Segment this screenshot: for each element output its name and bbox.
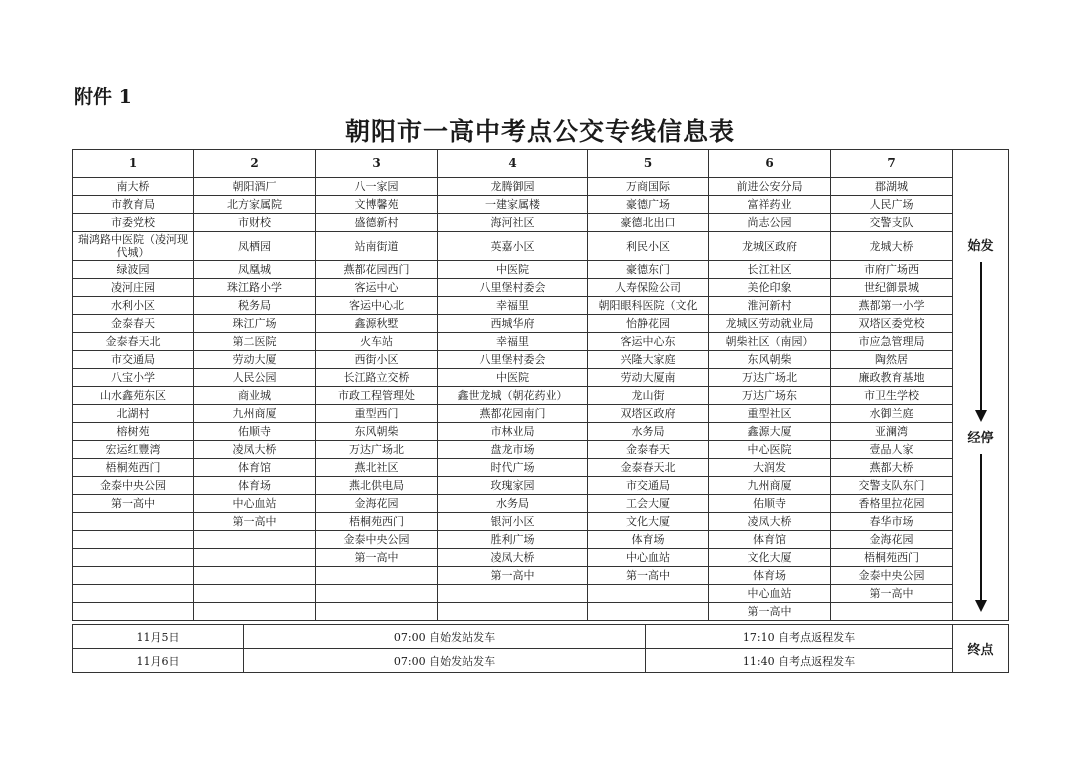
table-row xyxy=(73,261,1009,279)
stop-cell: 龙城区政府 xyxy=(709,232,831,261)
stop-cell: 梧桐苑西门 xyxy=(316,513,438,531)
stop-cell xyxy=(194,531,316,549)
stop-cell: 豪德东门 xyxy=(588,261,709,279)
stop-cell: 金泰春天 xyxy=(73,315,194,333)
stop-cell: 万达广场北 xyxy=(709,369,831,387)
stop-cell: 人寿保险公司 xyxy=(588,279,709,297)
table-row xyxy=(73,279,1009,297)
stop-cell: 怡静花园 xyxy=(588,315,709,333)
stop-cell: 英嘉小区 xyxy=(438,232,588,261)
schedule-return: 11:40 自考点返程发车 xyxy=(646,649,953,673)
table-row xyxy=(73,232,1009,261)
stop-cell: 珠江广场 xyxy=(194,315,316,333)
stop-cell: 鑫源秋墅 xyxy=(316,315,438,333)
stop-cell: 第一高中 xyxy=(73,495,194,513)
stop-cell: 市交通局 xyxy=(73,351,194,369)
stop-cell: 瑞鸿路中医院（凌河现代城） xyxy=(73,232,194,261)
stop-cell xyxy=(438,603,588,621)
stop-cell: 金泰春天 xyxy=(588,441,709,459)
stop-cell: 中心血站 xyxy=(588,549,709,567)
stop-cell xyxy=(831,603,953,621)
stop-cell: 市府广场西 xyxy=(831,261,953,279)
stop-cell: 利民小区 xyxy=(588,232,709,261)
page-title: 朝阳市一高中考点公交专线信息表 xyxy=(344,117,735,146)
stop-cell: 市政工程管理处 xyxy=(316,387,438,405)
stop-cell: 金泰中央公园 xyxy=(73,477,194,495)
stop-cell: 客运中心 xyxy=(316,279,438,297)
stop-cell: 鑫源大厦 xyxy=(709,423,831,441)
stop-cell: 凌凤大桥 xyxy=(709,513,831,531)
stop-cell: 文博馨苑 xyxy=(316,196,438,214)
route-header: 2 xyxy=(194,150,316,178)
stop-cell: 第一高中 xyxy=(709,603,831,621)
stop-cell: 美伦印象 xyxy=(709,279,831,297)
stop-cell: 东风朝柴 xyxy=(709,351,831,369)
stop-cell: 龙山街 xyxy=(588,387,709,405)
arrow-head-icon xyxy=(975,410,987,422)
stop-cell: 站南街道 xyxy=(316,232,438,261)
stop-cell: 双塔区委党校 xyxy=(831,315,953,333)
stop-cell: 工会大厦 xyxy=(588,495,709,513)
stop-cell: 金泰中央公园 xyxy=(316,531,438,549)
stop-cell: 龙城大桥 xyxy=(831,232,953,261)
stop-cell xyxy=(73,603,194,621)
stop-cell: 金海花园 xyxy=(831,531,953,549)
arrow-down-icon xyxy=(980,262,982,412)
table-row xyxy=(73,369,1009,387)
stop-cell: 前进公安分局 xyxy=(709,178,831,196)
stop-cell: 水务局 xyxy=(438,495,588,513)
stop-cell: 凌凤大桥 xyxy=(438,549,588,567)
table-row xyxy=(73,387,1009,405)
stop-cell: 中心血站 xyxy=(194,495,316,513)
stop-cell: 客运中心东 xyxy=(588,333,709,351)
stop-cell: 龙腾御园 xyxy=(438,178,588,196)
stop-cell: 榕树苑 xyxy=(73,423,194,441)
table-row xyxy=(73,351,1009,369)
stop-cell: 鑫世龙城（朝花药业） xyxy=(438,387,588,405)
stop-cell xyxy=(588,585,709,603)
schedule-depart: 07:00 自始发站发车 xyxy=(244,649,646,673)
stop-cell: 客运中心北 xyxy=(316,297,438,315)
stop-cell: 亚澜湾 xyxy=(831,423,953,441)
table-row xyxy=(73,315,1009,333)
stop-cell: 朝阳酒厂 xyxy=(194,178,316,196)
stop-cell: 佑顺寺 xyxy=(709,495,831,513)
stop-cell: 凌凤大桥 xyxy=(194,441,316,459)
schedule-table xyxy=(72,624,1009,673)
stop-cell: 淮河新村 xyxy=(709,297,831,315)
stop-cell xyxy=(316,603,438,621)
stop-cell: 中心医院 xyxy=(709,441,831,459)
stop-cell: 体育场 xyxy=(194,477,316,495)
table-row xyxy=(73,333,1009,351)
stop-cell: 幸福里 xyxy=(438,333,588,351)
stop-cell: 火车站 xyxy=(316,333,438,351)
stop-cell: 第一高中 xyxy=(588,567,709,585)
stop-cell xyxy=(73,585,194,603)
stop-cell: 长江路立交桥 xyxy=(316,369,438,387)
stop-cell: 人民公园 xyxy=(194,369,316,387)
stop-cell: 一建家属楼 xyxy=(438,196,588,214)
table-row xyxy=(73,567,1009,585)
stop-cell: 第一高中 xyxy=(438,567,588,585)
stop-cell: 梧桐苑西门 xyxy=(73,459,194,477)
stop-cell xyxy=(316,585,438,603)
stop-cell: 燕北供电局 xyxy=(316,477,438,495)
schedule-row xyxy=(73,649,1009,673)
stop-cell: 人民广场 xyxy=(831,196,953,214)
route-header: 6 xyxy=(709,150,831,178)
stop-cell: 体育场 xyxy=(588,531,709,549)
stop-cell: 劳动大厦南 xyxy=(588,369,709,387)
stop-cell: 绿波园 xyxy=(73,261,194,279)
stop-cell: 劳动大厦 xyxy=(194,351,316,369)
stop-cell: 市卫生学校 xyxy=(831,387,953,405)
stop-cell: 壹品人家 xyxy=(831,441,953,459)
stop-cell: 长江社区 xyxy=(709,261,831,279)
stop-cell: 体育场 xyxy=(709,567,831,585)
route-header: 7 xyxy=(831,150,953,178)
stop-cell: 佑顺寺 xyxy=(194,423,316,441)
stop-cell: 万达广场东 xyxy=(709,387,831,405)
route-header: 1 xyxy=(73,150,194,178)
stop-cell: 盛德新村 xyxy=(316,214,438,232)
stop-cell: 东风朝柴 xyxy=(316,423,438,441)
stop-cell: 陶然居 xyxy=(831,351,953,369)
stop-cell: 中心血站 xyxy=(709,585,831,603)
stop-cell xyxy=(438,585,588,603)
stop-cell: 八一家园 xyxy=(316,178,438,196)
stop-cell: 朝阳眼科医院（文化 xyxy=(588,297,709,315)
stop-cell: 市财校 xyxy=(194,214,316,232)
stop-cell xyxy=(588,603,709,621)
stop-cell: 重型西门 xyxy=(316,405,438,423)
stop-cell: 大润发 xyxy=(709,459,831,477)
schedule-date: 11月5日 xyxy=(73,625,244,649)
stop-cell: 水利小区 xyxy=(73,297,194,315)
route-header: 5 xyxy=(588,150,709,178)
header-row xyxy=(73,150,1009,178)
stop-cell: 八里堡村委会 xyxy=(438,351,588,369)
table-row xyxy=(73,297,1009,315)
stop-cell: 豪德北出口 xyxy=(588,214,709,232)
stop-cell: 山水鑫苑东区 xyxy=(73,387,194,405)
stop-cell xyxy=(73,531,194,549)
stop-cell: 梧桐苑西门 xyxy=(831,549,953,567)
stop-cell: 万商国际 xyxy=(588,178,709,196)
stop-cell: 第一高中 xyxy=(194,513,316,531)
stop-cell: 西城华府 xyxy=(438,315,588,333)
route-header: 4 xyxy=(438,150,588,178)
stop-cell: 尚志公园 xyxy=(709,214,831,232)
stop-cell: 万达广场北 xyxy=(316,441,438,459)
end-label: 终点 xyxy=(953,625,1009,673)
table-row xyxy=(73,178,1009,196)
table-row xyxy=(73,513,1009,531)
stop-cell: 银河小区 xyxy=(438,513,588,531)
middle-label: 经停 xyxy=(967,431,994,446)
stop-cell: 盘龙市场 xyxy=(438,441,588,459)
stop-cell: 文化大厦 xyxy=(588,513,709,531)
attachment-label: 附件 1 xyxy=(74,86,132,108)
stop-cell: 市应急管理局 xyxy=(831,333,953,351)
stop-cell: 春华市场 xyxy=(831,513,953,531)
start-label: 始发 xyxy=(967,239,994,254)
table-row xyxy=(73,495,1009,513)
stop-cell: 豪德广场 xyxy=(588,196,709,214)
stop-cell: 金泰中央公园 xyxy=(831,567,953,585)
stop-cell: 交警支队 xyxy=(831,214,953,232)
stop-cell: 八宝小学 xyxy=(73,369,194,387)
stop-cell: 市委党校 xyxy=(73,214,194,232)
stop-cell: 燕都第一小学 xyxy=(831,297,953,315)
stop-cell: 燕都大桥 xyxy=(831,459,953,477)
stop-cell: 市教育局 xyxy=(73,196,194,214)
stop-cell: 文化大厦 xyxy=(709,549,831,567)
stop-cell: 燕北社区 xyxy=(316,459,438,477)
direction-column xyxy=(953,150,1009,621)
stop-cell: 世纪御景城 xyxy=(831,279,953,297)
stop-cell: 胜利广场 xyxy=(438,531,588,549)
stop-cell: 市交通局 xyxy=(588,477,709,495)
table-row xyxy=(73,531,1009,549)
stop-cell: 中医院 xyxy=(438,369,588,387)
stop-cell xyxy=(73,567,194,585)
stop-cell xyxy=(73,549,194,567)
schedule-date: 11月6日 xyxy=(73,649,244,673)
stop-cell: 北方家属院 xyxy=(194,196,316,214)
stop-cell xyxy=(73,513,194,531)
stop-cell: 幸福里 xyxy=(438,297,588,315)
stop-cell: 西街小区 xyxy=(316,351,438,369)
table-row xyxy=(73,423,1009,441)
table-row xyxy=(73,214,1009,232)
stop-cell: 凤凰城 xyxy=(194,261,316,279)
stop-cell: 九州商厦 xyxy=(709,477,831,495)
stop-cell: 廉政教育基地 xyxy=(831,369,953,387)
stop-cell: 九州商厦 xyxy=(194,405,316,423)
stop-cell: 郡湖城 xyxy=(831,178,953,196)
stop-cell: 重型社区 xyxy=(709,405,831,423)
stop-cell: 中医院 xyxy=(438,261,588,279)
stop-cell: 第一高中 xyxy=(316,549,438,567)
stop-cell: 市林业局 xyxy=(438,423,588,441)
stop-cell: 时代广场 xyxy=(438,459,588,477)
schedule-return: 17:10 自考点返程发车 xyxy=(646,625,953,649)
stop-cell: 兴隆大家庭 xyxy=(588,351,709,369)
stop-cell: 体育馆 xyxy=(709,531,831,549)
table-row xyxy=(73,603,1009,621)
stop-cell: 税务局 xyxy=(194,297,316,315)
stop-cell: 凌河庄园 xyxy=(73,279,194,297)
stop-cell xyxy=(194,567,316,585)
table-row xyxy=(73,196,1009,214)
stop-cell: 双塔区政府 xyxy=(588,405,709,423)
schedule-depart: 07:00 自始发站发车 xyxy=(244,625,646,649)
stop-cell: 交警支队东门 xyxy=(831,477,953,495)
stop-cell: 玫瑰家园 xyxy=(438,477,588,495)
stop-cell: 水务局 xyxy=(588,423,709,441)
table-row xyxy=(73,477,1009,495)
table-row xyxy=(73,459,1009,477)
stop-cell: 朝柴社区（南园） xyxy=(709,333,831,351)
stop-cell: 燕都花园西门 xyxy=(316,261,438,279)
stop-cell: 第一高中 xyxy=(831,585,953,603)
stop-cell: 商业城 xyxy=(194,387,316,405)
stop-cell: 第二医院 xyxy=(194,333,316,351)
stop-cell: 海河社区 xyxy=(438,214,588,232)
arrow-head-icon xyxy=(975,600,987,612)
stop-cell: 八里堡村委会 xyxy=(438,279,588,297)
table-row xyxy=(73,441,1009,459)
arrow-down-icon xyxy=(980,454,982,602)
stop-cell xyxy=(316,567,438,585)
stop-cell: 金海花园 xyxy=(316,495,438,513)
stop-cell: 珠江路小学 xyxy=(194,279,316,297)
stop-cell: 宏运红豐湾 xyxy=(73,441,194,459)
stop-cell: 水御兰庭 xyxy=(831,405,953,423)
stop-cell: 体育馆 xyxy=(194,459,316,477)
stop-cell xyxy=(194,585,316,603)
stop-cell: 南大桥 xyxy=(73,178,194,196)
table-row xyxy=(73,549,1009,567)
stop-cell: 北湖村 xyxy=(73,405,194,423)
stop-cell: 富祥药业 xyxy=(709,196,831,214)
stop-cell: 金泰春天北 xyxy=(73,333,194,351)
stop-cell xyxy=(194,549,316,567)
route-header: 3 xyxy=(316,150,438,178)
schedule-row xyxy=(73,625,1009,649)
table-row xyxy=(73,585,1009,603)
stop-cell: 燕都花园南门 xyxy=(438,405,588,423)
table-row xyxy=(73,405,1009,423)
stop-cell: 凤栖园 xyxy=(194,232,316,261)
route-table xyxy=(72,149,1009,621)
stop-cell: 金泰春天北 xyxy=(588,459,709,477)
stop-cell: 香格里拉花园 xyxy=(831,495,953,513)
stop-cell xyxy=(194,603,316,621)
stop-cell: 龙城区劳动就业局 xyxy=(709,315,831,333)
